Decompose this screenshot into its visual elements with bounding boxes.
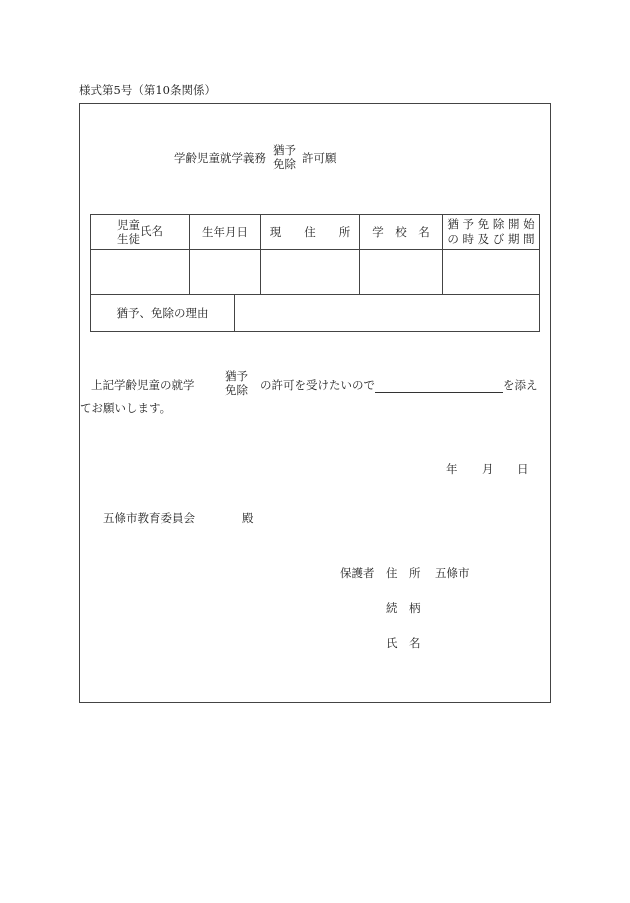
header-school: 学 校 名 (360, 215, 443, 250)
header-name (91, 215, 190, 250)
addressee-honorific: 殿 (242, 511, 254, 525)
cell-name[interactable] (91, 250, 190, 295)
applicant-address-value: 五條市 (435, 566, 470, 580)
applicant-address-label: 住 所 (386, 566, 421, 580)
table-header-row (91, 215, 540, 250)
reason-label: 猶予、免除の理由 (116, 306, 209, 320)
applicant-relation-label: 続 柄 (386, 601, 421, 615)
body-option-top: 猶予 (225, 369, 248, 383)
applicant-name-label: 氏 名 (386, 636, 421, 650)
header-period-line1: 猶 予 免 除 開 始 (447, 217, 535, 231)
reason-table (90, 294, 540, 332)
title-option-top: 猶予 (273, 143, 296, 157)
body-option-bottom: 免除 (225, 383, 248, 397)
cell-birthdate[interactable] (190, 250, 261, 295)
header-period (443, 215, 540, 250)
body-middle-text: の許可を受けたいので (260, 378, 375, 392)
form-title-prefix: 学齢児童就学義務 (174, 151, 266, 165)
body-option-stack (225, 369, 248, 397)
header-address: 現 住 所 (261, 215, 360, 250)
date-year: 年 (446, 462, 458, 476)
addressee-name: 五條市教育委員会 (103, 511, 195, 525)
header-name-top: 児童 (117, 218, 140, 232)
table-data-row (91, 250, 540, 295)
body-line1-prefix: 上記学齢児童の就学 (91, 378, 195, 392)
info-table (90, 214, 540, 295)
date-day: 日 (517, 462, 529, 476)
cell-school[interactable] (360, 250, 443, 295)
cell-period[interactable] (443, 250, 540, 295)
cell-address[interactable] (261, 250, 360, 295)
applicant-role: 保護者 (340, 566, 375, 580)
header-name-bottom: 生徒 (117, 232, 140, 246)
form-number: 様式第5号（第10条関係） (79, 83, 216, 97)
body-line1-middle (260, 377, 538, 393)
header-birthdate: 生年月日 (190, 215, 261, 250)
header-name-suffix: 氏名 (140, 224, 163, 238)
header-period-line2: の 時 及 び 期 間 (447, 232, 535, 246)
form-title-suffix: 許可願 (302, 151, 337, 165)
attachment-blank-line[interactable] (375, 380, 503, 393)
reason-label-cell (91, 295, 235, 332)
reason-value-cell[interactable] (235, 295, 540, 332)
date-month: 月 (482, 462, 494, 476)
title-option-stack (273, 143, 296, 171)
title-option-bottom: 免除 (273, 157, 296, 171)
body-suffix-text: を添え (503, 378, 538, 392)
body-line2: てお願いします。 (80, 401, 172, 415)
